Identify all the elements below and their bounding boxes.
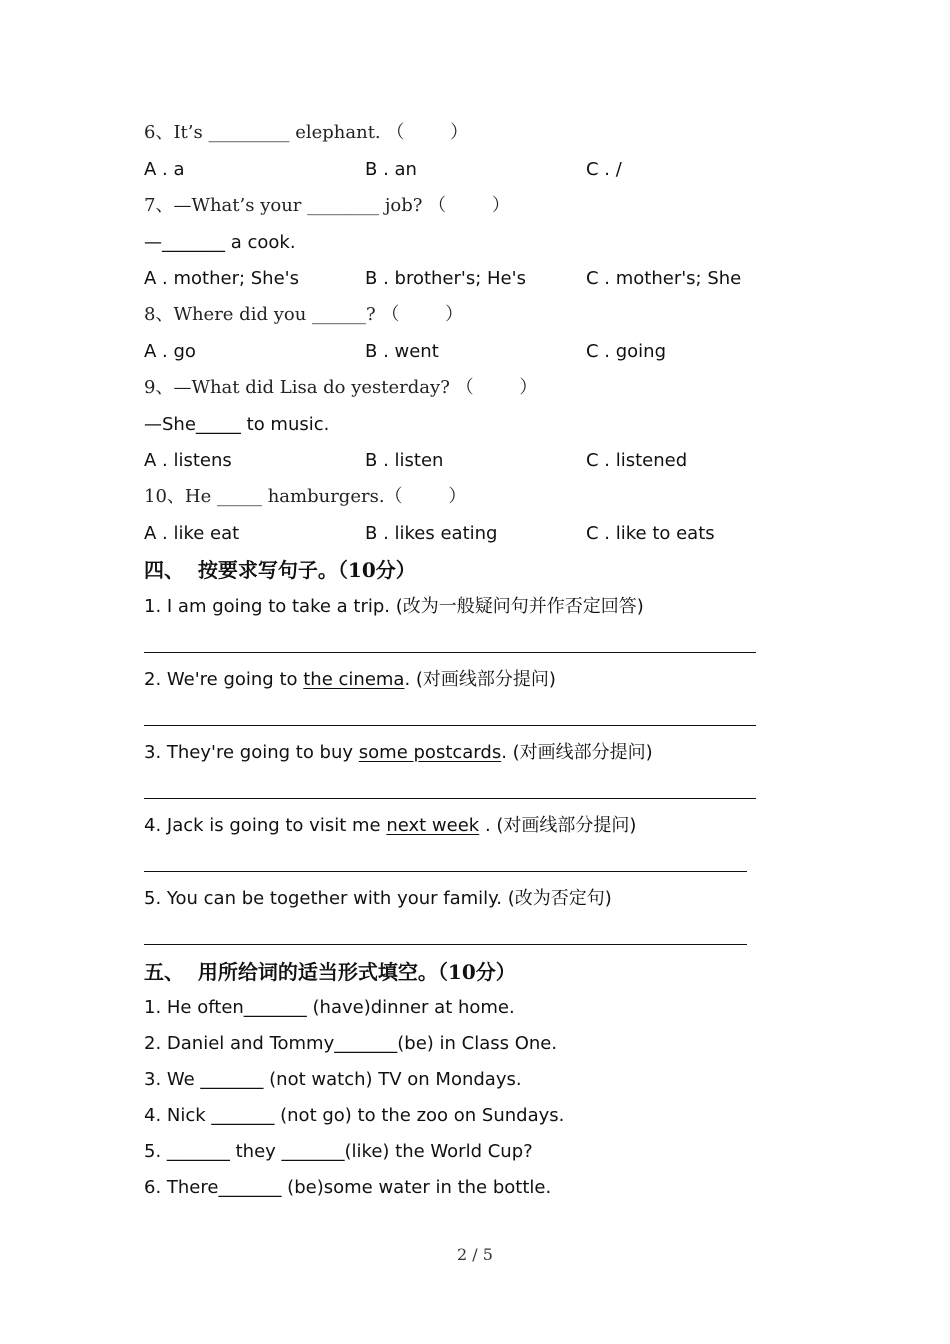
question-8-stem: 8、Where did you ______? （ ） xyxy=(144,304,464,325)
section-5-item-6: 6. There_______ (be)some water in the bottle. xyxy=(144,1177,552,1198)
section-5-item-1: 1. He often_______ (have)dinner at home. xyxy=(144,997,515,1018)
item-text: 4. Jack is going to visit me xyxy=(144,815,387,836)
item-text: 2. We're going to xyxy=(144,669,304,690)
section-4-item-1 xyxy=(144,598,644,616)
item-instruction: . (对画线部分提问) xyxy=(404,669,556,690)
item-text: 5. You can be together with your family. (改为否定句) xyxy=(144,888,612,909)
question-7-stem: 7、—What’s your ________ job? （ ） xyxy=(144,195,510,216)
item-instruction: . (对画线部分提问) xyxy=(501,742,653,763)
question-8-option-c[interactable]: C . going xyxy=(586,341,667,362)
underlined-phrase: the cinema xyxy=(303,669,405,690)
question-10-option-a[interactable]: A . like eat xyxy=(144,523,240,544)
question-10-option-c[interactable]: C . like to eats xyxy=(586,523,715,544)
question-10-option-b[interactable]: B . likes eating xyxy=(365,523,498,544)
question-7-reply: —_______ a cook. xyxy=(144,232,296,253)
question-6-option-c[interactable]: C . / xyxy=(586,159,622,180)
question-9-reply: —She_____ to music. xyxy=(144,414,330,435)
question-9-option-c[interactable]: C . listened xyxy=(586,450,688,471)
section-5-title: 五、 用所给词的适当形式填空。（10分） xyxy=(144,960,516,984)
answer-line-1[interactable] xyxy=(144,652,756,653)
answer-line-4[interactable] xyxy=(144,871,747,872)
question-7-option-b[interactable]: B . brother's; He's xyxy=(365,268,526,289)
section-4-item-3 xyxy=(144,744,653,762)
question-8-option-b[interactable]: B . went xyxy=(365,341,439,362)
question-7-option-a[interactable]: A . mother; She's xyxy=(144,268,299,289)
section-4-item-2 xyxy=(144,671,556,689)
answer-line-3[interactable] xyxy=(144,798,756,799)
section-4-item-4 xyxy=(144,817,636,835)
item-text: 3. They're going to buy xyxy=(144,742,359,763)
section-5-item-5: 5. _______ they _______(like) the World Cup? xyxy=(144,1141,533,1162)
question-9-option-b[interactable]: B . listen xyxy=(365,450,444,471)
section-5-item-4: 4. Nick _______ (not go) to the zoo on Sundays. xyxy=(144,1105,565,1126)
question-6-stem: 6、It’s _________ elephant. （ ） xyxy=(144,122,469,143)
question-6-option-a[interactable]: A . a xyxy=(144,159,185,180)
question-10-stem: 10、He _____ hamburgers.（ ） xyxy=(144,486,467,507)
question-7-option-c[interactable]: C . mother's; She xyxy=(586,268,742,289)
item-instruction: . (对画线部分提问) xyxy=(479,815,637,836)
section-5-item-3: 3. We _______ (not watch) TV on Mondays. xyxy=(144,1069,522,1090)
answer-line-5[interactable] xyxy=(144,944,747,945)
underlined-phrase: next week xyxy=(386,815,480,836)
question-6-option-b[interactable]: B . an xyxy=(365,159,417,180)
question-9-option-a[interactable]: A . listens xyxy=(144,450,232,471)
item-text: 1. I am going to take a trip. (改为一般疑问句并作否定回答) xyxy=(144,596,644,617)
question-8-option-a[interactable]: A . go xyxy=(144,341,196,362)
section-4-item-5 xyxy=(144,890,612,908)
answer-line-2[interactable] xyxy=(144,725,756,726)
section-5-item-2: 2. Daniel and Tommy_______(be) in Class One. xyxy=(144,1033,558,1054)
page-number: 2 / 5 xyxy=(457,1245,493,1264)
section-4-title: 四、 按要求写句子。（10分） xyxy=(144,558,416,582)
question-9-stem: 9、—What did Lisa do yesterday? （ ） xyxy=(144,377,538,398)
underlined-phrase: some postcards xyxy=(358,742,502,763)
